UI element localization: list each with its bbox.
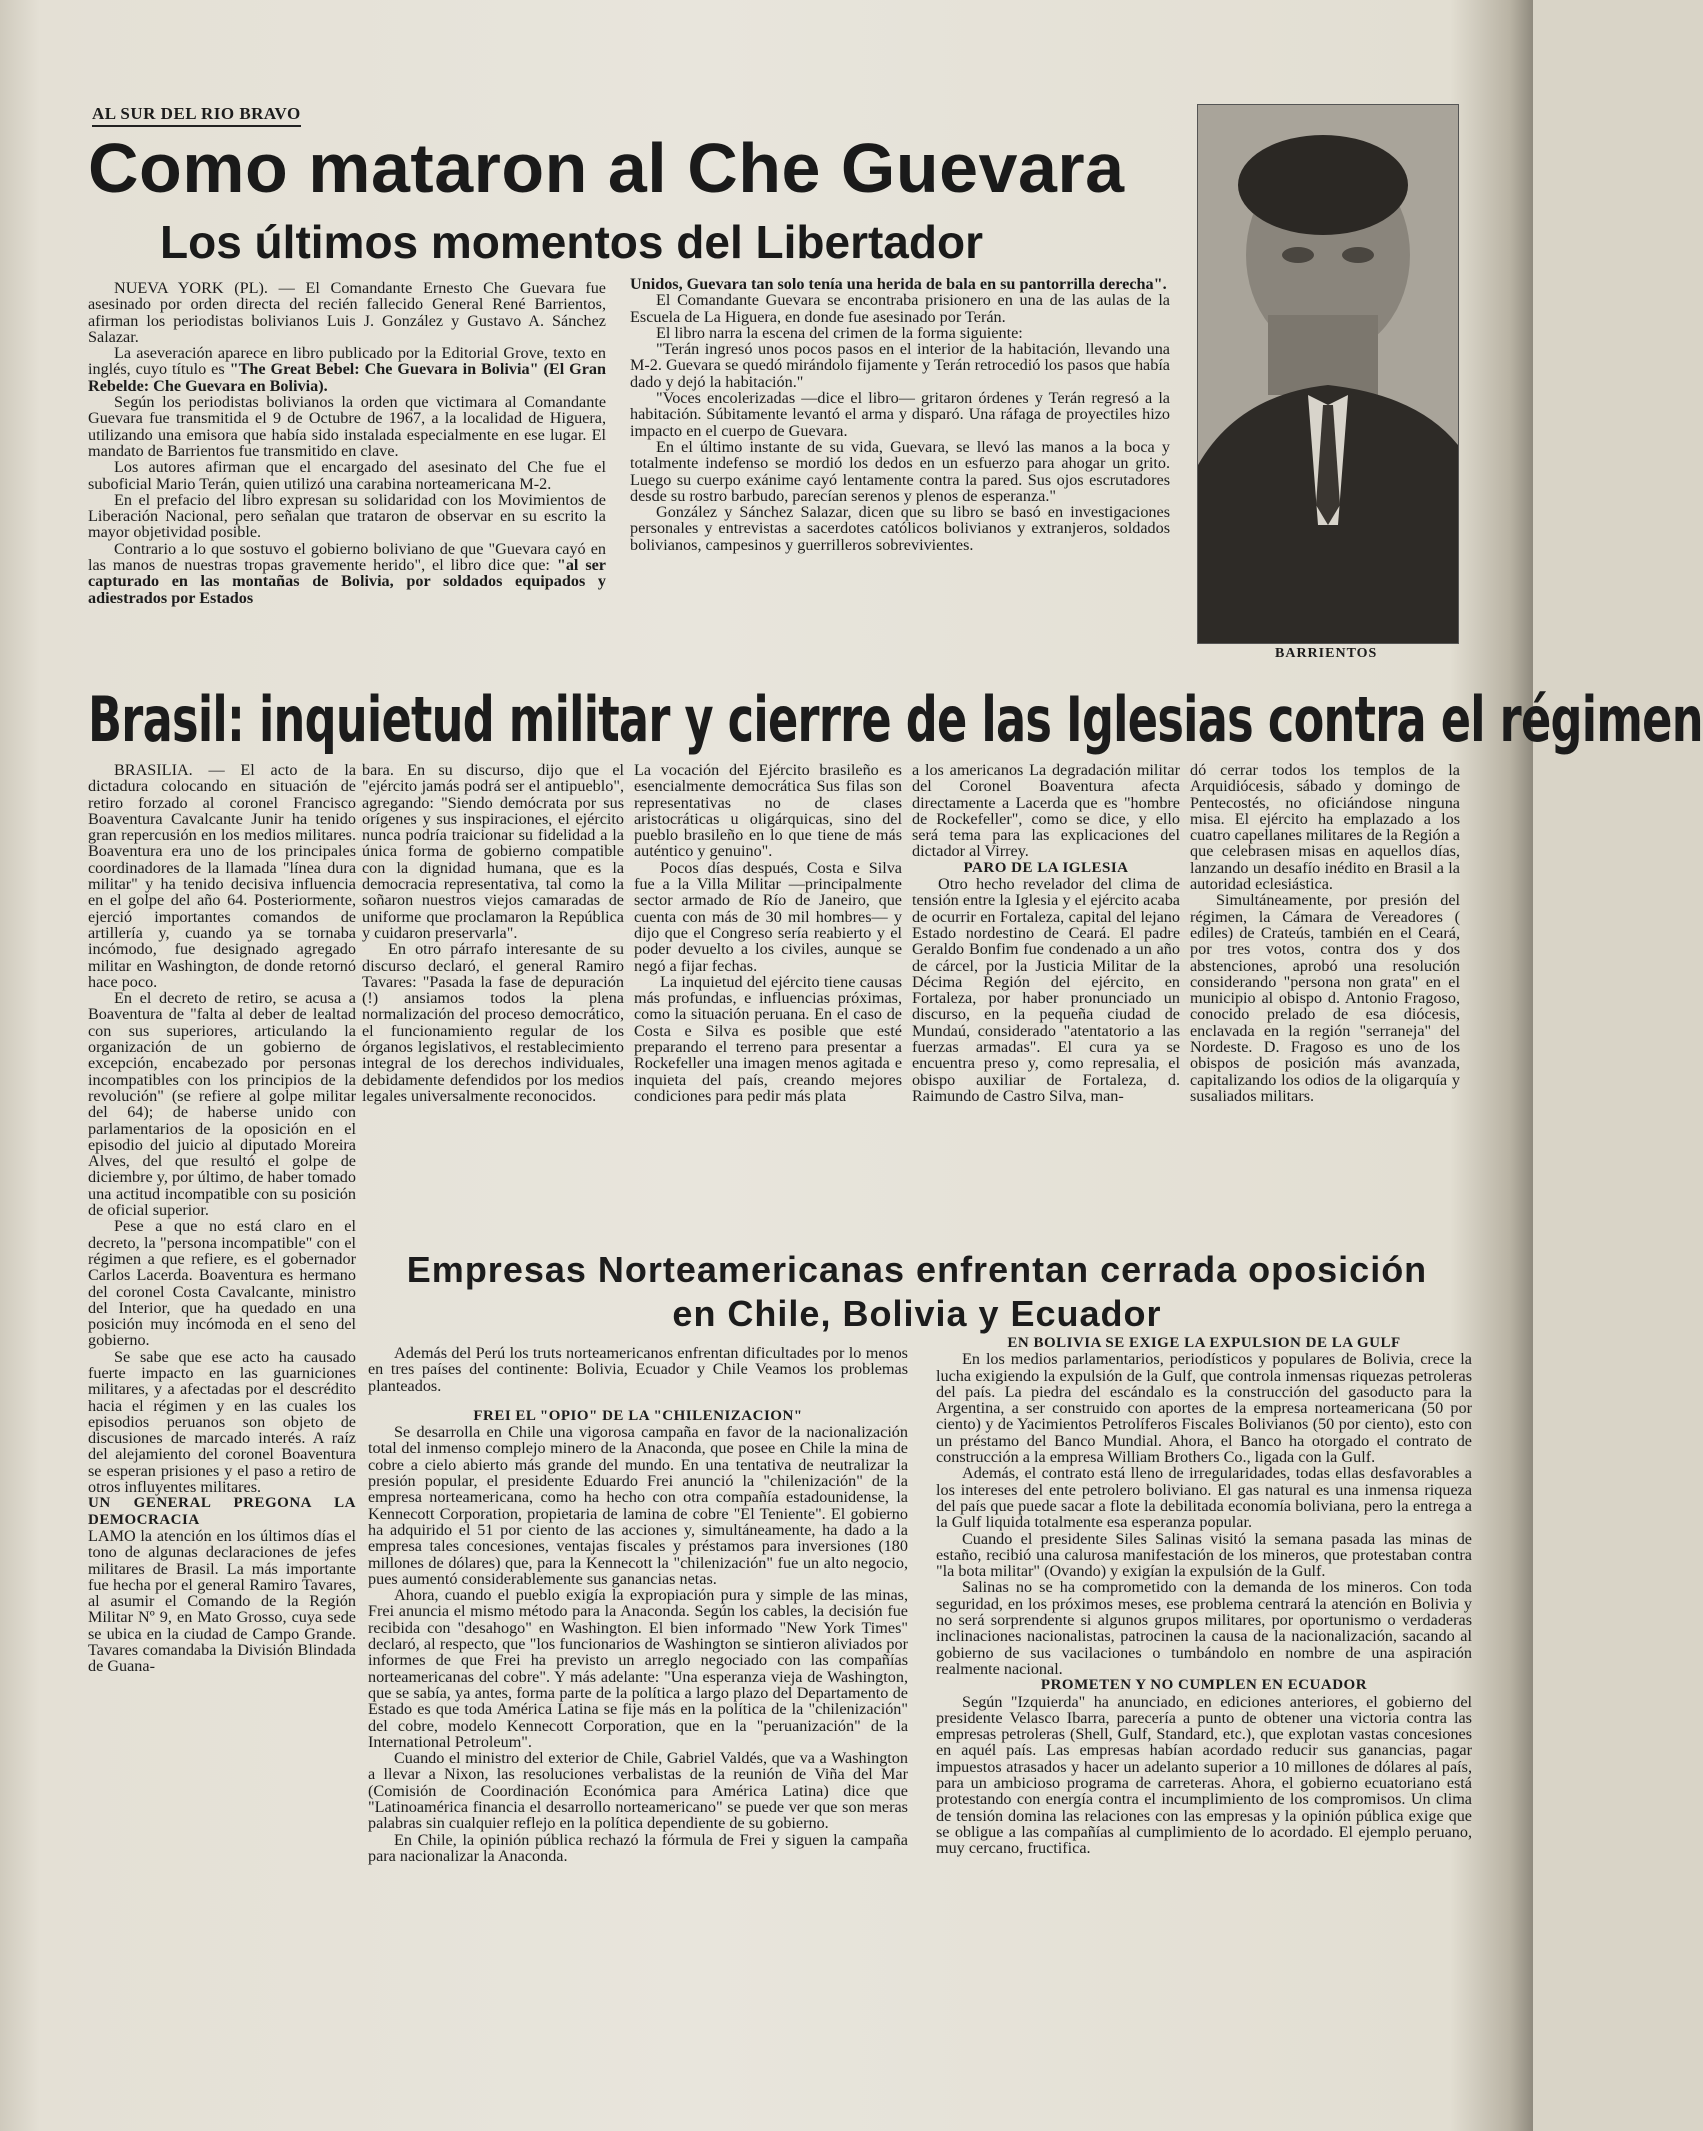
story1-paragraph: González y Sánchez Salazar, dicen que su libro se basó en investigaciones personales y entrevistas a sacerdotes católicos bolivianos y extranjeros, soldados bolivianos, campesinos y guerrilleros sobrevivientes.: [630, 503, 1170, 554]
story3-paragraph: En Chile, la opinión pública rechazó la fórmula de Frei y siguen la campaña para nacionalizar la Anaconda.: [368, 1830, 908, 1865]
story2-paragraph: dó cerrar todos los templos de la Arquidiócesis, sábado y domingo de Pentecostés, no oficiándose ninguna misa. El ejército ha emplazado a los cuatro capellanes militares de la Región a que celebrasen misas en aquellos días, lanzando un desafío inédito en Brasil a la autoridad eclesiástica.: [1190, 761, 1460, 894]
subhead-bolivia: EN BOLIVIA SE EXIGE LA EXPULSION DE LA GULF: [1007, 1335, 1401, 1351]
story1-column-1: [88, 280, 606, 606]
story3-paragraph: Ahora, cuando el pueblo exigía la expropiación pura y simple de las minas, Frei anuncia el mismo método para la Anaconda. Según los cables, la decisión fue recibida con "desahogo" en Washington. El bien informado "New York Times" declaró, al respecto, que "los funcionarios de Washington se sintieron aliviados por informes de que Frei ha previsto un arreglo negociado con las compañías norteamericanas del cobre". Y más adelante: "Una esperanza vieja de Washington, que se sabía, ya antes, forma parte de la política a largo plazo del Departamento de Estado es que toda América Latina se fije más en la política de la "chilenización" del cobre, modelo Kennecott Corporation, que en la "peruanización" de la International Petroleum".: [368, 1586, 908, 1751]
headline-empresas: [362, 1248, 1472, 1336]
story2-paragraph: Pocos días después, Costa e Silva fue a la Villa Militar —principalmente sector armado de Río de Janeiro, que cuenta con más de 30 mil hombres— y dijo que el Congreso sería reabierto y el poder devuelto a los civiles, aunque se negó a fijar fechas.: [634, 858, 902, 975]
subhead-ecuador: PROMETEN Y NO CUMPLEN EN ECUADOR: [1040, 1677, 1368, 1694]
headline-brasil: Brasil: inquietud militar y cierrre de las Iglesias contra el régimen: [88, 683, 1703, 756]
subhead-general: UN GENERAL PREGONA LA DEMOCRACIA: [88, 1495, 356, 1528]
story2-paragraph: bara. En su discurso, dijo que el "ejército jamás podrá ser el antipueblo", agregando: "Siendo demócrata por sus orígenes y sus inspiraciones, el ejército nunca podría traicionar su fidelidad a la única forma de gobierno compatible con la dignidad humana, que es la democracia representativa, tal como la soñaron nuestros viejos camaradas de uniforme que proclamaron la República y cuidaron preservarla".: [362, 761, 624, 942]
story2-paragraph: Se sabe que ese acto ha causado fuerte impacto en las guarniciones militares, y a afectadas por el descrédito hacia el régimen y en las cuales los episodios peruanos son objeto de discusiones de marcado interés. A raíz del alejamiento del coronel Boaventura se esperan prisiones y el paso a retiro de otros influyentes militares.: [88, 1347, 356, 1497]
story1-paragraph: Según los periodistas bolivianos la orden que victimara al Comandante Guevara fue transmitida el 9 de Octubre de 1967, a la localidad de Higuera, utilizando una emisora que había sido instalada especialmente en ese lugar. El mandato de Barrientos fue transmitido en clave.: [88, 393, 606, 460]
story2-column-1: [88, 762, 356, 1675]
section-kicker: AL SUR DEL RIO BRAVO: [92, 104, 301, 127]
subhead-iglesia: PARO DE LA IGLESIA: [963, 859, 1129, 876]
story2-paragraph: La inquietud del ejército tiene causas más profundas, e influencias próximas, como la situación peruana. En el caso de Costa e Silva es posible que esté preparando el terreno para presentar a Rockefeller una imagen menos agitada e inquieta del país, creando mejores condiciones para pedir más plata: [634, 972, 902, 1105]
story1-bold-continuation: Unidos, Guevara tan solo tenía una herida de bala en su pantorrilla derecha".: [630, 275, 1167, 293]
story2-column-4: [912, 762, 1180, 1104]
story3-column-2: [936, 1335, 1472, 1857]
story2-paragraph: Pese a que no está claro en el decreto, la "persona incompatible" con el régimen a que refiere, es el gobernador Carlos Lacerda. Boaventura es hermano del coronel Costa Cavalcante, ministro del Interior, que ha quedado en una posición muy incómoda en el seno del gobierno.: [88, 1217, 356, 1350]
story2-paragraph: En el decreto de retiro, se acusa a Boaventura de "falta al deber de lealtad con sus superiores, articulando la organización de un gobierno de excepción, encabezado por personas incompatibles con los principios de la revolución" (se refiere al golpe militar del 64); de haberse unido con parlamentarios de la oposición en el episodio del juicio al diputado Moreira Alves, del que resultó el golpe de diciembre y, por último, de haber tomado una actitud incompatible con su posición de oficial superior.: [88, 989, 356, 1220]
story3-paragraph: Además, el contrato está lleno de irregularidades, todas ellas desfavorables a los intereses del ente petrolero boliviano. El gas natural es una inmensa riqueza del país que puede sacar a flote la debilitada economía boliviana, pero la entrega a la Gulf liquida totalmente esa esperanza popular.: [936, 1464, 1472, 1532]
story1-paragraph: La aseveración aparece en libro publicado por la Editorial Grove, texto en inglés, cuyo título es "The Great Bebel: Che Guevara in Bolivia" (El Gran Rebelde: Che Guevara en Bolivia).: [88, 344, 607, 395]
subhead-frei: FREI EL "OPIO" DE LA "CHILENIZACION": [473, 1407, 803, 1424]
story1-paragraph: "Voces encolerizadas —dice el libro— gritaron órdenes y Terán regresó a la habitación. Súbitamente levantó el arma y disparó. Una ráfaga de proyectiles hizo impacto en el cuerpo de Guevara.: [630, 389, 1170, 440]
headline-empresas-line-2: en Chile, Bolivia y Ecuador: [672, 1293, 1162, 1334]
story1-paragraph: En el último instante de su vida, Guevara, se llevó las manos a la boca y totalmente indefenso se mordió los dedos en un esfuerzo para ahogar un grito. Luego su cuerpo exánime cayó lentamente contra la pared. Sus ojos escrutadores desde su rostro barbudo, parecían serenos y plenos de esperanza.": [630, 437, 1170, 505]
story3-paragraph: Se desarrolla en Chile una vigorosa campaña en favor de la nacionalización total del inmenso complejo minero de la Anaconda, que posee en Chile la mina de cobre a cielo abierto más grande del mundo. En una tentativa de neutralizar la presión popular, el presidente Eduardo Frei anunció la "chilenización" de la empresa norteamericana, como ha hecho con otra compañía estadounidense, la Kennecott Corporation, propietaria de lamina de cobre "El Teniente". El gobierno ha adquirido el 51 por ciento de las acciones y, simultáneamente, ha dado a la empresa tales concesiones, ventajas fiscales y préstamos para inversiones (180 millones de dólares) que, para la Kennecott la "chilenización" fue un alto negocio, pues aumentó considerablemente sus ganancias netas.: [368, 1423, 908, 1588]
story3-column-1: [368, 1345, 908, 1864]
story2-paragraph-dropcap: LAMO la atención en los últimos días el tono de algunas declaraciones de jefes militares de Brasil. La más importante fue hecha por el general Ramiro Tavares, al asumir el Comando de la Región Militar Nº 9, en Mato Grosso, cuya sede se ubica en la ciudad de Campo Grande. Tavares comandaba la División Blindada de Guana-: [88, 1526, 356, 1676]
story2-column-2: [362, 762, 624, 1104]
story3-paragraph: Según "Izquierda" ha anunciado, en ediciones anteriores, el gobierno del presidente Velasco Ibarra, parecería a punto de obtener una victoria contra las empresas petroleras (Shell, Gulf, Standard, etc.), que explotan vastas concesiones en aquél país. Las empresas habían acordado reducir sus ganancias, pagar impuestos atrasados y hacer un adelanto superior a 10 millones de dólares al país, para un ambicioso programa de carreteras. Ahora, el gobierno ecuatoriano está protestando con energía contra el incumplimiento de los compromisos. Un clima de tensión domina las relaciones con las empresas y la opinión pública exige que se obligue a las compañías al cumplimiento de lo acordado. El ejemplo peruano, muy cercano, fructifica.: [936, 1692, 1472, 1858]
story1-paragraph: "Terán ingresó unos pocos pasos en el interior de la habitación, llevando una M-2. Guevara se quedó mirándolo fijamente y Terán retrocedió los pasos que había dado y dejó la habitación.": [630, 340, 1170, 391]
story3-paragraph: En los medios parlamentarios, periodísticos y populares de Bolivia, crece la lucha exigiendo la expulsión de la Gulf, que controla inmensas riquezas petroleras del país. La piedra del escándalo es la construcción del gasoducto para la Argentina, a ser construido con aportes de la empresa norteamericana (50 por ciento) y de Yacimientos Petrolíferos Fiscales Bolivianos (50 por ciento), esto con un préstamo del Banco Mundial. Ahora, el Banco ha otorgado el contrato de construcción a la empresa William Brothers Co., ligada con la Gulf.: [936, 1350, 1472, 1467]
story1-paragraph: El Comandante Guevara se encontraba prisionero en una de las aulas de la Escuela de La Higuera, en donde fue asesinado por Terán.: [630, 291, 1170, 326]
story3-paragraph: Salinas no se ha comprometido con la demanda de los mineros. Con toda seguridad, en los próximos meses, ese problema centrará la atención en Bolivia y no será sorprendente si algunos grupos militares, por oportunismo o verdaderas inclinaciones nacionalistas, patrocinen la causa de la nacionalización, sacando al gobierno de sus vacilaciones o tumbándolo en nombre de una aspiración realmente nacional.: [936, 1578, 1472, 1678]
headline-che-guevara: Como mataron al Che Guevara: [88, 129, 1125, 207]
story2-paragraph: a los americanos La degradación militar del Coronel Boaventura afecta directamente a Lacerda que es "hombre de Rockefeller", como se dice, y ello será tema para las explicaciones del dictador al Virrey.: [912, 761, 1180, 861]
barrientos-photo: [1197, 104, 1459, 644]
portrait-illustration: [1198, 105, 1458, 643]
story1-column-2: [630, 276, 1170, 553]
story2-column-3: [634, 762, 902, 1104]
story3-intro: Además del Perú los truts norteamericanos enfrentan dificultades por lo menos en tres países del continente: Bolivia, Ecuador y Chile Veamos los problemas planteados.: [368, 1344, 908, 1395]
story2-paragraph: Otro hecho revelador del clima de tensión entre la Iglesia y el ejército acaba de ocurrir en Fortaleza, capital del lejano Estado nordestino de Ceará. El padre Geraldo Bonfim fue condenado a un año de cárcel, por la Justicia Militar de la Décima Región del ejército, en Fortaleza, por haber pronunciado un discurso, en la pequeña ciudad de Mundaú, considerado "atentatorio a las fuerzas armadas". El cura ya se encuentra preso y, como represalia, el obispo auxiliar de Fortaleza, d. Raimundo de Castro Silva, man-: [912, 875, 1180, 1105]
story3-paragraph: Cuando el ministro del exterior de Chile, Gabriel Valdés, que va a Washington a llevar a Nixon, las resoluciones verbalistas de la reunión de Viña del Mar (Comisión de Coordinación Económica para América Latina) dice que "Latinoamérica financia el desarrollo norteamericano" se puede ver que son meras palabras sin cualquier reflejo en la política dependiente de su gobierno.: [368, 1749, 908, 1833]
quote-bold: "al ser capturado en las montañas de Bolivia, por soldados equipados y adiestrados por Estados: [88, 556, 606, 607]
photo-caption: BARRIENTOS: [1275, 646, 1378, 661]
story1-paragraph: Contrario a lo que sostuvo el gobierno boliviano de que "Guevara cayó en las manos de nuestras tropas gravemente herido", el libro dice que: "al ser capturado en las montañas de Bolivia, por soldados equipados y adiestrados por Estados: [88, 539, 606, 607]
story2-paragraph: BRASILIA. — El acto de la dictadura colocando en situación de retiro forzado al coronel Francisco Boaventura Cavalcante Junir ha tenido gran repercusión en los medios militares. Boaventura era uno de los principales coordinadores de la llamada "línea dura militar" y ha tenido decisiva influencia en el golpe del año 64. Posteriormente, ejerció importantes comandos de artillería y, cuando ya se tornaba incómodo, fue designado agregado militar en Washington, de donde retornó hace poco.: [88, 761, 356, 991]
subheadline-libertador: Los últimos momentos del Libertador: [160, 216, 983, 268]
story1-paragraph: Los autores afirman que el encargado del asesinato del Che fue el suboficial Mario Terán, quien utilizó una carabina norteamericana M-2.: [88, 458, 606, 493]
book-title: "The Great Bebel: Che Guevara in Bolivia" (El Gran Rebelde: Che Guevara en Bolivia).: [88, 360, 607, 395]
story1-paragraph: El libro narra la escena del crimen de la forma siguiente:: [656, 323, 1023, 342]
story2-paragraph: Simultáneamente, por presión del régimen, la Cámara de Vereadores ( ediles) de Crateús, también en el Ceará, por tres votos, contra dos y dos abstenciones, aprobó una resolución considerando "persona non grata" en el municipio al obispo d. Antonio Fragoso, conocido prelado de esa diócesis, enclavada en la región "serraneja" del Nordeste. D. Fragoso es uno de los obispos de posición más avanzada, capitalizando los odios de la oligarquía y susaliados militars.: [1190, 891, 1460, 1105]
story1-paragraph: En el prefacio del libro expresan su solidaridad con los Movimientos de Liberación Nacional, pero señalan que trataron de observar en su escrito la mayor objetividad posible.: [88, 490, 606, 542]
story2-column-5: [1190, 762, 1460, 1104]
story2-paragraph: En otro párrafo interesante de su discurso declaró, el general Ramiro Tavares: "Pasada la fase de depuración (!) ansiamos todos la plena normalización del proceso democrático, el funcionamiento regular de los órganos legislativos, el restablecimiento integral de los derechos individuales, debidamente defendidos por los medios legales universalmente reconocidos.: [362, 940, 624, 1105]
headline-empresas-line-1: Empresas Norteamericanas enfrentan cerrada oposición: [406, 1249, 1428, 1290]
story3-paragraph: Cuando el presidente Siles Salinas visitó la semana pasada las minas de estaño, recibió una calurosa manifestación de los mineros, que protestaban contra "la bota militar" (Ovando) y exigían la expulsión de la Gulf.: [936, 1529, 1472, 1581]
story1-paragraph: NUEVA YORK (PL). — El Comandante Ernesto Che Guevara fue asesinado por orden directa del recién fallecido General René Barrientos, afirman los periodistas bolivianos Luis J. González y Gustavo A. Sánchez Salazar.: [88, 279, 606, 346]
story2-paragraph: La vocación del Ejército brasileño es esencialmente democrática Sus filas son representativas no de clases aristocráticas u oligárquicas, sino del pueblo brasileño en lo que tiene de más auténtico y genuino".: [634, 761, 902, 861]
